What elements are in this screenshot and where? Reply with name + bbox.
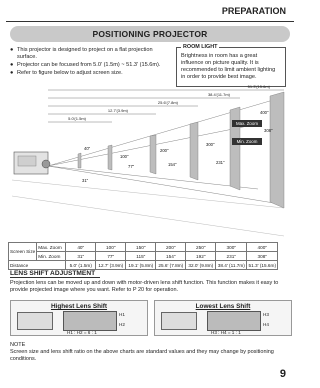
distance-label: 25.6'(7.8m) [157, 100, 178, 105]
table-cell: 12.7' (3.9m) [96, 261, 126, 270]
row-label-max-zoom: Max. Zoom [37, 243, 66, 252]
bullet-icon: ● [10, 47, 14, 53]
bullet-list [10, 47, 173, 78]
row-label-distance: Distance [9, 261, 66, 270]
table-row [9, 252, 278, 261]
bullet-text: This projector is designed to project on a flat projection surface. [17, 47, 153, 60]
page-number: 9 [279, 368, 286, 380]
size-label: 77" [128, 164, 135, 169]
bullet-text: Refer to figure below to adjust screen size. [17, 70, 123, 76]
size-label: 31" [82, 178, 89, 183]
table-cell: 25.6' (7.8m) [156, 261, 186, 270]
table-cell: 308" [247, 252, 278, 261]
highest-lens-shift-title: Highest Lens Shift [50, 303, 108, 310]
table-cell: 19.1' (5.8m) [126, 261, 156, 270]
table-cell: 115" [126, 252, 156, 261]
bullet-icon: ● [10, 62, 14, 68]
table-cell: 5.0' (1.5m) [66, 261, 96, 270]
lens-shift-heading: LENS SHIFT ADJUSTMENT [10, 270, 96, 277]
distance-label: 5.0'(1.5m) [68, 116, 86, 121]
row-label-screen-size: Screen Size [9, 243, 37, 261]
distance-label: 51.3'(15.6m) [247, 84, 270, 89]
highest-lens-shift-panel [10, 300, 148, 336]
table-cell: 77" [96, 252, 126, 261]
table-cell: 400" [247, 243, 278, 252]
distance-label: 12.7'(3.9m) [107, 108, 128, 113]
size-label: 308" [264, 128, 273, 133]
lens-shift-text: Projection lens can be moved up and down with motor-driven lens shift function. This function makes it easy to provide projected image where you want. Refer to P 20 for operation. [10, 280, 279, 293]
table-cell: 154" [156, 252, 186, 261]
bullet-item [10, 47, 173, 61]
projection-diagram [8, 84, 292, 242]
note-text: Screen size and lens shift ratio on the above charts are standard values and they may change by positioning conditions. [10, 349, 274, 362]
size-label: 200" [160, 148, 169, 153]
projector-icon [17, 312, 53, 330]
distance-label: 38.4'(11.7m) [207, 92, 230, 97]
header-rule [6, 21, 294, 22]
projector-icon [161, 312, 197, 330]
size-label: 100" [120, 154, 129, 159]
table-row [9, 261, 278, 270]
bullet-text: Projector can be focused from 5.0' (1.5m) ~ 51.3' (15.6m). [17, 62, 161, 68]
h4-label: H4 [263, 322, 269, 327]
screen-image [207, 311, 261, 331]
table-cell: 150" [126, 243, 156, 252]
table-cell: 200" [156, 243, 186, 252]
bullet-icon: ● [10, 70, 14, 76]
table-cell: 300" [216, 243, 247, 252]
max-zoom-label: Max. Zoom [236, 121, 258, 126]
highest-ratio: H1 : H2 = 6 : 1 [67, 330, 97, 335]
h2-label: H2 [119, 322, 125, 327]
bullet-item [10, 62, 173, 69]
h3-label: H3 [263, 312, 269, 317]
room-light-title: ROOM LIGHT [183, 44, 218, 50]
page-title: POSITIONING PROJECTOR [10, 26, 290, 42]
screen-size-table [8, 242, 278, 270]
h1-label: H1 [119, 312, 125, 317]
table-cell: 192" [186, 252, 216, 261]
table-cell: 100" [96, 243, 126, 252]
projector-icon [14, 152, 50, 174]
min-zoom-label: Min. Zoom [236, 139, 258, 144]
lowest-lens-shift-panel [154, 300, 292, 336]
screen-image [63, 311, 117, 331]
size-label: 400" [260, 110, 269, 115]
bullet-item [10, 70, 173, 77]
size-label: 40" [84, 146, 91, 151]
table-cell: 40" [66, 243, 96, 252]
size-label: 154" [168, 162, 177, 167]
floor-lines [12, 180, 284, 236]
table-cell: 31" [66, 252, 96, 261]
table-cell: 231" [216, 252, 247, 261]
page-header [0, 4, 300, 24]
room-light-text: Brightness in room has a great influence on picture quality. It is recommended to limit ambient lighting in order to provide best image. [181, 53, 276, 80]
heading-rule [10, 277, 100, 278]
table-cell: 250" [186, 243, 216, 252]
note-heading: NOTE [10, 342, 26, 348]
row-label-min-zoom: Min. Zoom [37, 252, 66, 261]
table-cell: 51.3' (15.6m) [248, 262, 277, 268]
size-label: 231" [216, 160, 225, 165]
room-light-box [176, 44, 286, 87]
lowest-lens-shift-title: Lowest Lens Shift [195, 303, 251, 310]
table-row [9, 243, 278, 252]
note-section [10, 342, 290, 363]
section-title: PREPARATION [221, 6, 286, 16]
table-cell: 38.4' (11.7m) [217, 262, 245, 268]
size-label: 300" [206, 142, 215, 147]
table-cell: 32.0' (9.8m) [186, 261, 216, 270]
lens-shift-section [10, 270, 290, 294]
lowest-ratio: H3 : H4 = 1 : 1 [211, 330, 241, 335]
